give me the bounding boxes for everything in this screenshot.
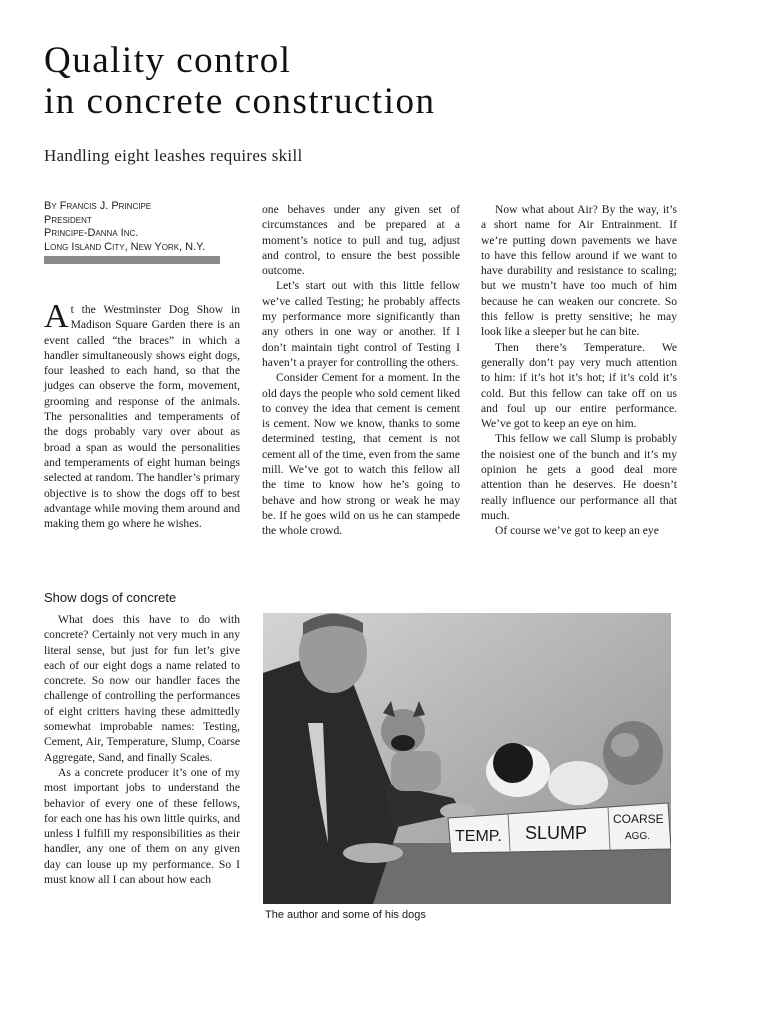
article-photo (263, 613, 671, 904)
sign-coarse: COARSE (613, 812, 664, 826)
article-title (44, 40, 435, 122)
paragraph: As a concrete producer it’s one of my most important jobs to understand the behavior of every one of these fellows, for each one has his own little quirks, and unless I fulfill my responsibilities as their handler, any one of them on any given day can louse up my performance. So I must know all I can about how each (44, 765, 240, 887)
author-role: President (44, 213, 92, 226)
drop-cap: A (44, 298, 69, 335)
paragraph: Of course we’ve got to keep an eye (495, 524, 659, 538)
paragraph: What does this have to do with concrete? Certainly not very much in any literal sense, but just for fun let’s give each of our eight dogs a name related to concrete. So now our handler faces the challenge of controlling the performances of eight critters having these admittedly somewhat improbable names: Testing, Cement, Air, Temperature, Slump, Coarse Aggregate, Sand, and finally Scales. (44, 613, 240, 764)
column-3 (481, 202, 677, 539)
paragraph: one behaves under any given set of circumstances and be prepared at a moment’s notice to pull and tug, adjust and control, to ensure the best possible outcome. (262, 203, 460, 278)
sign-temp: TEMP. (455, 828, 502, 845)
column-1-top (44, 298, 240, 531)
title-line-2: in concrete construction (44, 81, 436, 122)
title-line-1: Quality control (44, 40, 292, 81)
paragraph: Let’s start out with this little fellow we’ve called Testing; he probably affects my performance more significantly than any others in one way or another. If I don’t maintain tight control of Testing I haven’t a prayer for controlling the others. (262, 279, 460, 369)
byline (44, 200, 224, 254)
photo-illustration (263, 613, 671, 904)
intro-text: t the Westminster Dog Show in Madison Square Garden there is an event called “the braces” in which a handler simultaneously shows eight dogs, four leashed to each hand, so that the judges can observe the form, movement, grooming and response of the animals. The personalities and temperaments of the dogs probably vary over about as broad a span as would the personalities and temperaments of eight human beings selected at random. The handler’s primary objective is to show the dogs off to best advantage while moving them around and making them go where he wishes. (44, 303, 240, 531)
author-location: Long Island City, New York, N.Y. (44, 240, 206, 253)
paragraph: Then there’s Temperature. We generally don’t pay very much attention to him: if it’s hot it’s hot; if it’s cold it’s cold. But this fellow can take off on us and foul up our entire performance. We’ve got to keep an eye on him. (481, 340, 677, 431)
byline-rule (44, 256, 220, 264)
section-heading: Show dogs of concrete (44, 590, 177, 605)
column-1-bottom (44, 612, 240, 887)
paragraph: Now what about Air? By the way, it’s a short name for Air Entrainment. If we’re putting down pavements we have to have this fellow around if we want to have durability and resistance to scaling; but we mustn’t have too much of him because he can weaken our concrete. So this fellow is pretty sensitive; he may look like a sleeper but he can bite. (481, 203, 677, 339)
paragraph: Consider Cement for a moment. In the old days the people who sold cement liked to convey the idea that cement is cement is cement. Now we know, thanks to some determined testing, that cement is not cement all of the time, even from the same mill. We’ve got to watch this fellow all the time to know how he’s going to behave and how strong or weak he may be. If he goes wild on us he can stampede the whole crowd. (262, 371, 460, 538)
photo-caption: The author and some of his dogs (265, 909, 426, 921)
sign-agg: AGG. (625, 831, 651, 842)
sign-slump: SLUMP (525, 823, 588, 843)
intro-paragraph (44, 298, 240, 531)
article-subtitle: Handling eight leashes requires skill (44, 146, 303, 165)
paragraph: This fellow we call Slump is probably the noisiest one of the bunch and it’s my opinion he gets a good deal more attention than he deserves. He doesn’t really influence our performance all that much. (481, 432, 677, 522)
author-name: By Francis J. Principe (44, 200, 152, 212)
author-company: Principe-Danna Inc. (44, 227, 139, 239)
column-2 (262, 202, 460, 539)
